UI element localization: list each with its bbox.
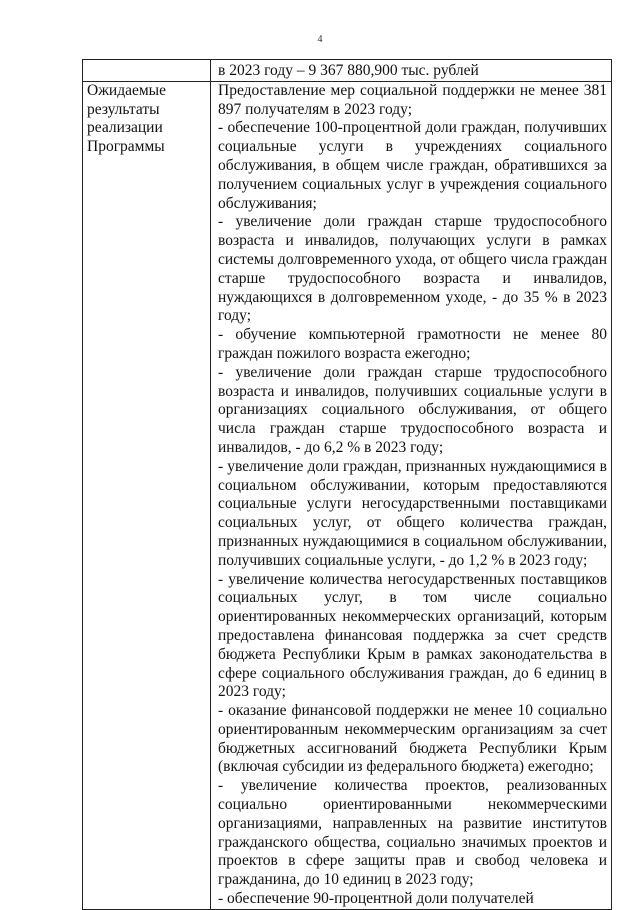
result-paragraph: - обеспечение 100-процентной доли граждан, получивших социальные услуги в учреждениях социального обслуживания, в общем числе граждан, обратившихся за получением социальных услуг в учреждения социального обслуживания; (218, 119, 607, 212)
row-label-cell (83, 81, 211, 909)
table-cell-continuation (211, 60, 612, 82)
page-number: 4 (317, 34, 323, 45)
row-label-line: реализации (87, 119, 163, 137)
result-paragraph: - увеличение количества проектов, реализованных социально ориентированными некоммерческими организациями, направленных на развитие институтов гражданского общества, социально значимых проектов и проектов в сфере защиты прав и свобод человека и гражданина, до 10 единиц в 2023 году; (218, 777, 607, 889)
program-passport-table (82, 59, 612, 910)
result-paragraph: - оказание финансовой поддержки не менее 10 социально ориентированным некоммерческим организациям за счет бюджетных ассигнований бюджета Республики Крым (включая субсидии из федерального бюджета) ежегодно; (218, 702, 607, 776)
row-label-line: результаты (87, 100, 160, 118)
table-row-continuation (83, 60, 612, 82)
row-label-line: Программы (87, 138, 165, 156)
table-cell-empty (83, 60, 211, 82)
continuation-text: в 2023 году – 9 367 880,900 тыс. рублей (218, 62, 479, 79)
result-paragraph: - обеспечение 90-процентной доли получателей (218, 890, 534, 908)
result-paragraph: - увеличение количества негосударственных поставщиков социальных услуг, в том числе социально ориентированных некоммерческих организаций, которым предоставлена финансовая поддержка за счет средств бюджета Республики Крым в рамках законодательства в сфере социального обслуживания граждан, до 6 единиц в 2023 году; (218, 570, 607, 701)
result-paragraph: Предоставление мер социальной поддержки не менее 381 897 получателям в 2023 году; (218, 81, 607, 118)
row-label-line: Ожидаемые (87, 81, 166, 99)
table-row-expected-results (83, 81, 612, 909)
result-paragraph: - увеличение доли граждан старше трудоспособного возраста и инвалидов, получивших социальные услуги в организациях социального обслуживания, от общего числа граждан старше трудоспособного возраста и инвалидов, - до 6,2 % в 2023 году; (218, 363, 607, 456)
result-paragraph: - увеличение доли граждан старше трудоспособного возраста и инвалидов, получающих услуги в рамках системы долговременного ухода, от общего числа граждан старше трудоспособного возраста и инвалидов, нуждающихся в долговременном уходе, - до 35 % в 2023 году; (218, 213, 607, 325)
result-paragraph: - увеличение доли граждан, признанных нуждающимися в социальном обслуживании, которым предоставляются социальные услуги негосударственными поставщиками социальных услуг, от общего количества граждан, признанных нуждающимися в социальном обслуживании, получивших социальные услуги, - до 1,2 % в 2023 году; (218, 457, 607, 569)
result-paragraph: - обучение компьютерной грамотности не менее 80 граждан пожилого возраста ежегодно; (218, 326, 607, 362)
results-cell (211, 81, 612, 909)
